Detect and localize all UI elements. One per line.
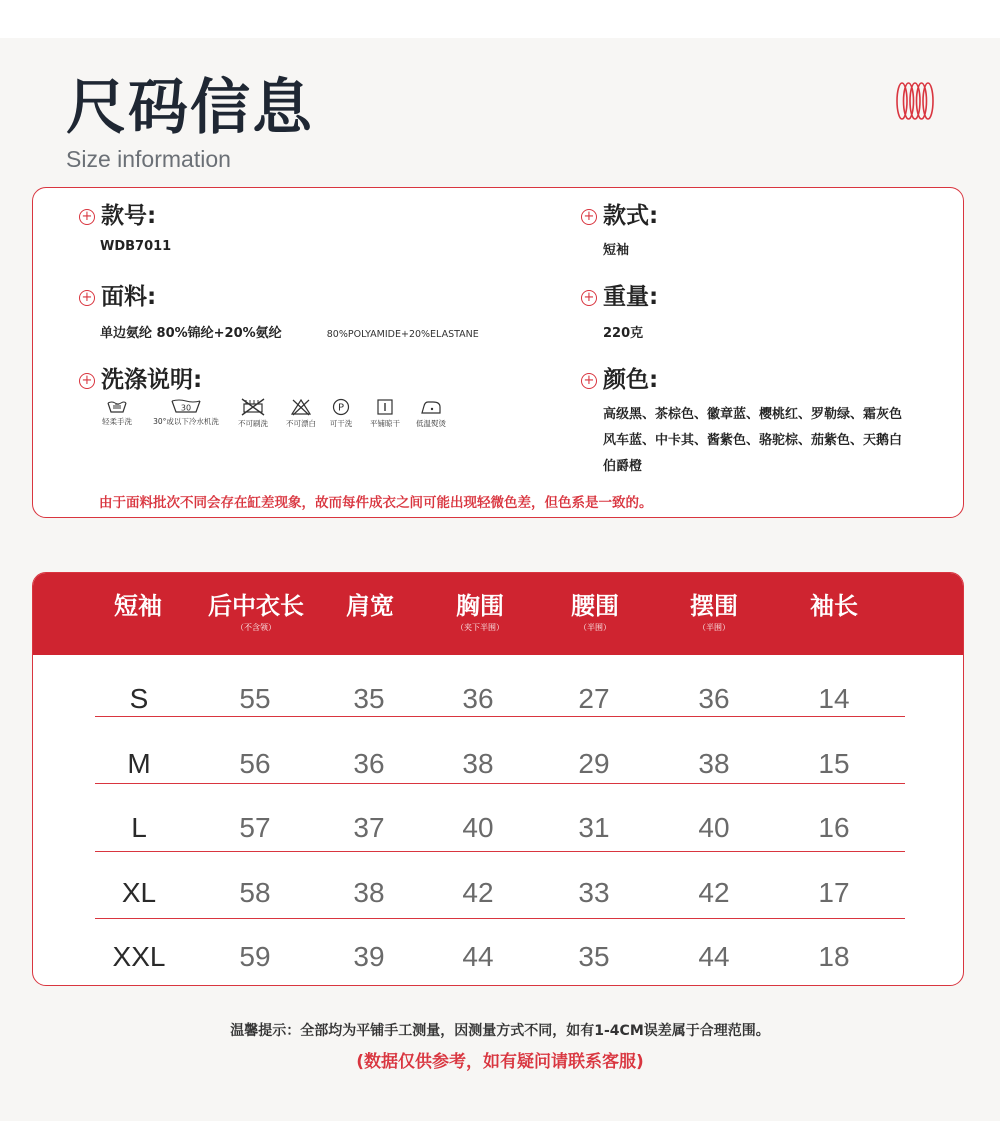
wash-item xyxy=(323,398,359,429)
wash-label-text: 30°或以下冷水机洗 xyxy=(153,417,219,426)
dry-clean-p-icon xyxy=(331,398,351,416)
fabric-section xyxy=(79,286,479,341)
measurement-cell: 27 xyxy=(578,683,610,714)
header-sublabel: （半围） xyxy=(579,623,611,633)
measurement-cell: 35 xyxy=(353,683,385,714)
measurement-cell: 31 xyxy=(578,812,610,843)
wash-item xyxy=(95,398,139,427)
row-divider xyxy=(95,918,905,919)
measurement-cell: 59 xyxy=(239,941,271,972)
wash-label-text: 低温熨烫 xyxy=(416,419,446,428)
measurement-cell: 44 xyxy=(462,941,494,972)
size-label-cell: S xyxy=(129,683,149,714)
dry-clean-letter: P xyxy=(337,402,345,414)
measurement-cell: 33 xyxy=(578,877,610,908)
color-section xyxy=(581,369,902,480)
hand-wash-icon xyxy=(106,398,128,414)
header-cell xyxy=(114,593,162,619)
measurement-cell: 38 xyxy=(698,748,730,779)
weight-section xyxy=(581,286,658,341)
header-cell xyxy=(690,593,738,633)
style-type-label: 款式: xyxy=(603,203,659,229)
header-sublabel: （半围） xyxy=(698,623,730,633)
measurement-cell: 18 xyxy=(818,941,850,972)
product-info-panel xyxy=(32,187,964,518)
style-number-value: WDB7011 xyxy=(100,239,172,254)
page-subtitle: Size information xyxy=(66,146,231,172)
measurement-cell: 35 xyxy=(578,941,610,972)
measurement-cell: 16 xyxy=(818,812,850,843)
size-label-cell: M xyxy=(127,748,151,779)
color-line: 高级黑、茶棕色、徽章蓝、樱桃红、罗勒绿、霜灰色 xyxy=(603,407,903,422)
color-list xyxy=(603,402,902,480)
plus-circle-icon: + xyxy=(581,290,597,306)
wash-item xyxy=(363,398,407,429)
disclaimer-text: (数据仅供参考，如有疑问请联系客服) xyxy=(356,1052,644,1072)
style-type-section xyxy=(581,205,658,258)
size-table-header xyxy=(33,573,963,655)
wash-icons-row xyxy=(95,398,475,438)
wash-item xyxy=(143,398,229,427)
wash-label-text: 不可刷洗 xyxy=(238,419,268,428)
header-label: 摆围 xyxy=(690,592,738,620)
plus-circle-icon: + xyxy=(581,209,597,225)
header-label: 袖长 xyxy=(810,592,858,620)
measurement-cell: 58 xyxy=(239,877,271,908)
color-line: 伯爵橙 xyxy=(603,459,643,474)
measurement-cell: 37 xyxy=(353,812,385,843)
header-label: 胸围 xyxy=(456,592,504,620)
header-sublabel: （夹下半围） xyxy=(456,623,504,633)
header-label: 短袖 xyxy=(114,592,162,620)
style-type-value: 短袖 xyxy=(603,243,630,258)
wash-label: 洗涤说明: xyxy=(101,367,203,393)
header-sublabel: （不含领） xyxy=(236,623,276,633)
size-label-cell: XL xyxy=(121,877,157,908)
wash-label-text: 不可漂白 xyxy=(286,419,316,428)
no-brush-icon xyxy=(240,398,266,416)
color-line: 风车蓝、中卡其、酱紫色、骆驼棕、茄紫色、天鹅白 xyxy=(603,433,903,448)
color-label: 颜色: xyxy=(603,367,659,393)
header-cell xyxy=(571,593,619,633)
measurement-cell: 57 xyxy=(239,812,271,843)
measurement-cell: 15 xyxy=(818,748,850,779)
wash-label-text: 可干洗 xyxy=(329,419,353,428)
fabric-value: 单边氨纶 80%锦纶+20%氨纶 xyxy=(100,326,282,341)
header-label: 肩宽 xyxy=(346,592,394,620)
size-label-cell: XXL xyxy=(112,941,166,972)
machine-wash-30-icon xyxy=(170,398,202,414)
header-cell xyxy=(456,593,504,633)
weight-label: 重量: xyxy=(603,284,659,310)
weight-value: 220克 xyxy=(603,326,644,341)
measurement-cell: 36 xyxy=(462,683,494,714)
header-cell xyxy=(346,593,394,619)
wash-item xyxy=(409,398,453,429)
measurement-cell: 39 xyxy=(353,941,385,972)
style-number-section xyxy=(79,205,171,254)
measurement-cell: 38 xyxy=(353,877,385,908)
header-cell xyxy=(810,593,858,619)
header-label: 后中衣长 xyxy=(208,592,304,620)
plus-circle-icon: + xyxy=(79,290,95,306)
no-bleach-icon xyxy=(290,398,312,416)
measurement-cell: 29 xyxy=(578,748,610,779)
plus-circle-icon: + xyxy=(79,209,95,225)
header-cell xyxy=(208,593,304,633)
measurement-cell: 44 xyxy=(698,941,730,972)
size-table xyxy=(32,572,964,986)
measurement-cell: 40 xyxy=(698,812,730,843)
measurement-cell: 40 xyxy=(462,812,494,843)
rings-decoration-icon xyxy=(893,80,937,122)
wash-section xyxy=(79,369,202,392)
wash-item xyxy=(279,398,323,429)
measurement-cell: 17 xyxy=(818,877,850,908)
size-label-cell: L xyxy=(131,812,147,843)
plus-circle-icon: + xyxy=(581,373,597,389)
measurement-cell: 42 xyxy=(462,877,494,908)
measurement-cell: 14 xyxy=(818,683,850,714)
color-difference-note: 由于面料批次不同会存在缸差现象，故而每件成衣之间可能出现轻微色差，但色系是一致的。 xyxy=(99,495,653,511)
row-divider xyxy=(95,716,905,717)
style-number-label: 款号: xyxy=(101,203,157,229)
wash-temp-text: 30 xyxy=(180,403,192,413)
measurement-cell: 55 xyxy=(239,683,271,714)
low-iron-icon xyxy=(419,398,443,416)
measurement-tip: 温馨提示：全部均为平铺手工测量，因测量方式不同，如有1-4CM误差属于合理范围。 xyxy=(230,1023,770,1039)
measurement-cell: 56 xyxy=(239,748,271,779)
header-label: 腰围 xyxy=(571,592,619,620)
fabric-value-en: 80%POLYAMIDE+20%ELASTANE xyxy=(326,329,479,340)
flat-dry-icon xyxy=(375,398,395,416)
wash-item xyxy=(231,398,275,429)
wash-label-text: 轻柔手洗 xyxy=(102,417,132,426)
fabric-label: 面料: xyxy=(101,284,157,310)
wash-label-text: 平铺晾干 xyxy=(370,419,400,428)
measurement-cell: 36 xyxy=(698,683,730,714)
plus-circle-icon: + xyxy=(79,373,95,389)
row-divider xyxy=(95,851,905,852)
measurement-cell: 36 xyxy=(353,748,385,779)
page-title: 尺码信息 xyxy=(66,73,314,143)
row-divider xyxy=(95,783,905,784)
measurement-cell: 38 xyxy=(462,748,494,779)
measurement-cell: 42 xyxy=(698,877,730,908)
